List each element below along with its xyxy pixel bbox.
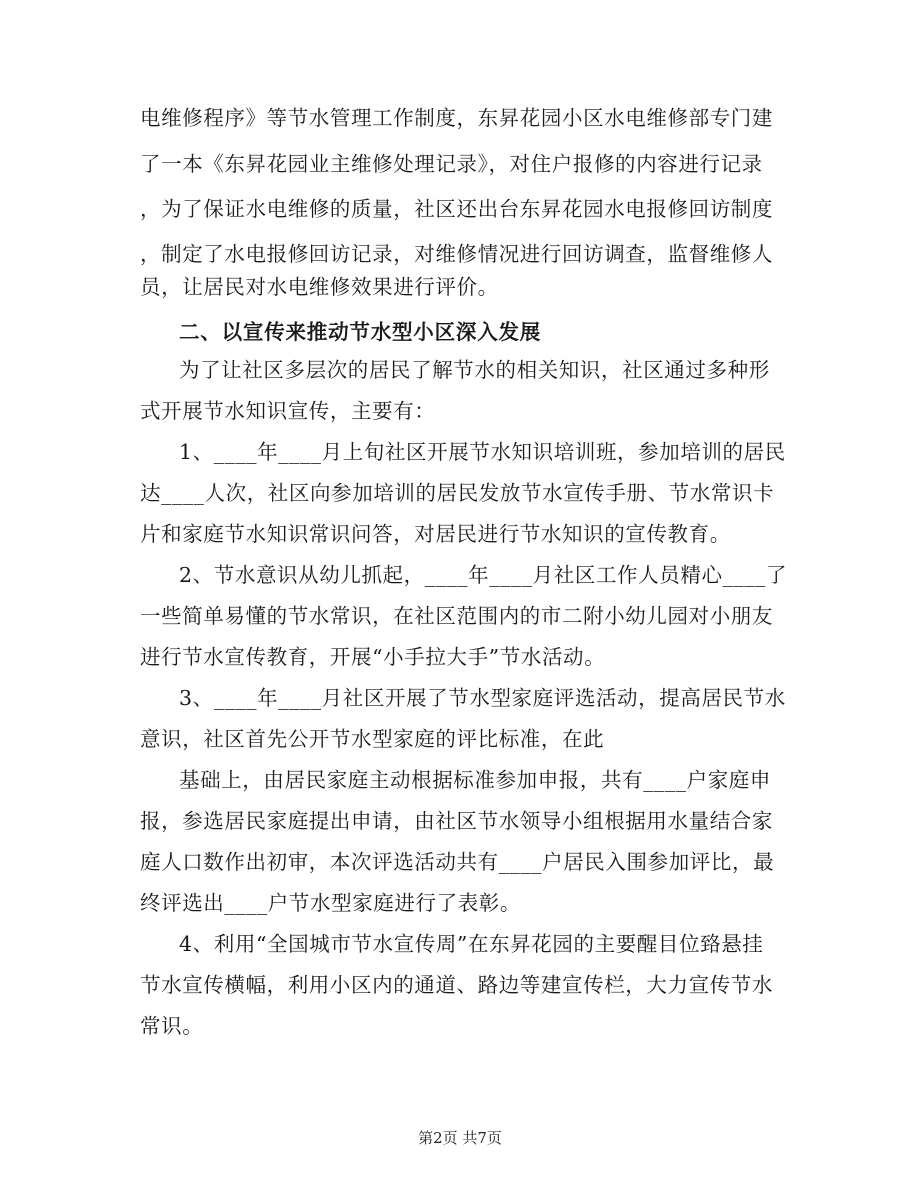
text-line: 式开展节水知识宣传，主要有： [140,399,436,423]
text-line: 电维修程序》等节水管理工作制度，东昇花园小区水电维修部专门建 [140,106,773,130]
list-item-2: 2、节水意识从幼儿抓起，____年____月社区工作人员精心____了 [179,563,788,587]
text-line: 一些简单易懂的节水常识，在社区范围内的市二附小幼儿园对小朋友 [140,604,773,628]
text-line: 片和家庭节水知识常识问答，对居民进行节水知识的宣传教育。 [140,522,731,546]
text-line: 报，参选居民家庭提出申请，由社区节水领导小组根据用水量结合家 [140,809,773,833]
text-line: 节水宣传横幅，利用小区内的通道、路边等建宣传栏，大力宣传节水 [140,973,773,997]
text-line: 了一本《东昇花园业主维修处理记录》，对住户报修的内容进行记录 [140,152,763,176]
text-line: 终评选出____户节水型家庭进行了表彰。 [140,891,521,915]
page-number: 第2页 共7页 [418,1129,502,1147]
text-line: ，为了保证水电维修的质量，社区还出台东昇花园水电报修回访制度 [140,197,773,221]
list-item-4: 4、利用“全国城市节水宣传周”在东昇花园的主要醒目位臵悬挂 [179,932,764,956]
list-item-3: 3、____年____月社区开展了节水型家庭评选活动，提高居民节水 [179,686,786,710]
text-line: 常识。 [140,1014,204,1038]
text-line: ，制定了水电报修回访记录，对维修情况进行回访调查，监督维修人 [140,242,773,266]
text-line: 达____人次，社区向参加培训的居民发放节水宣传手册、节水常识卡 [140,481,775,505]
list-item-1: 1、____年____月上旬社区开展节水知识培训班，参加培训的居民 [179,440,786,464]
text-line: 庭人口数作出初审，本次评选活动共有____户居民入围参加评比，最 [140,850,775,874]
text-line: 意识，社区首先公开节水型家庭的评比标准，在此 [140,727,605,751]
text-line: 基础上，由居民家庭主动根据标准参加申报，共有____户家庭申 [179,768,771,792]
text-line: 员，让居民对水电维修效果进行评价。 [140,275,499,299]
text-line: 进行节水宣传教育，开展“小手拉大手”节水活动。 [140,645,606,669]
section-heading: 二、以宣传来推动节水型小区深入发展 [179,320,542,344]
text-line: 为了让社区多层次的居民了解节水的相关知识，社区通过多种形 [179,358,770,382]
